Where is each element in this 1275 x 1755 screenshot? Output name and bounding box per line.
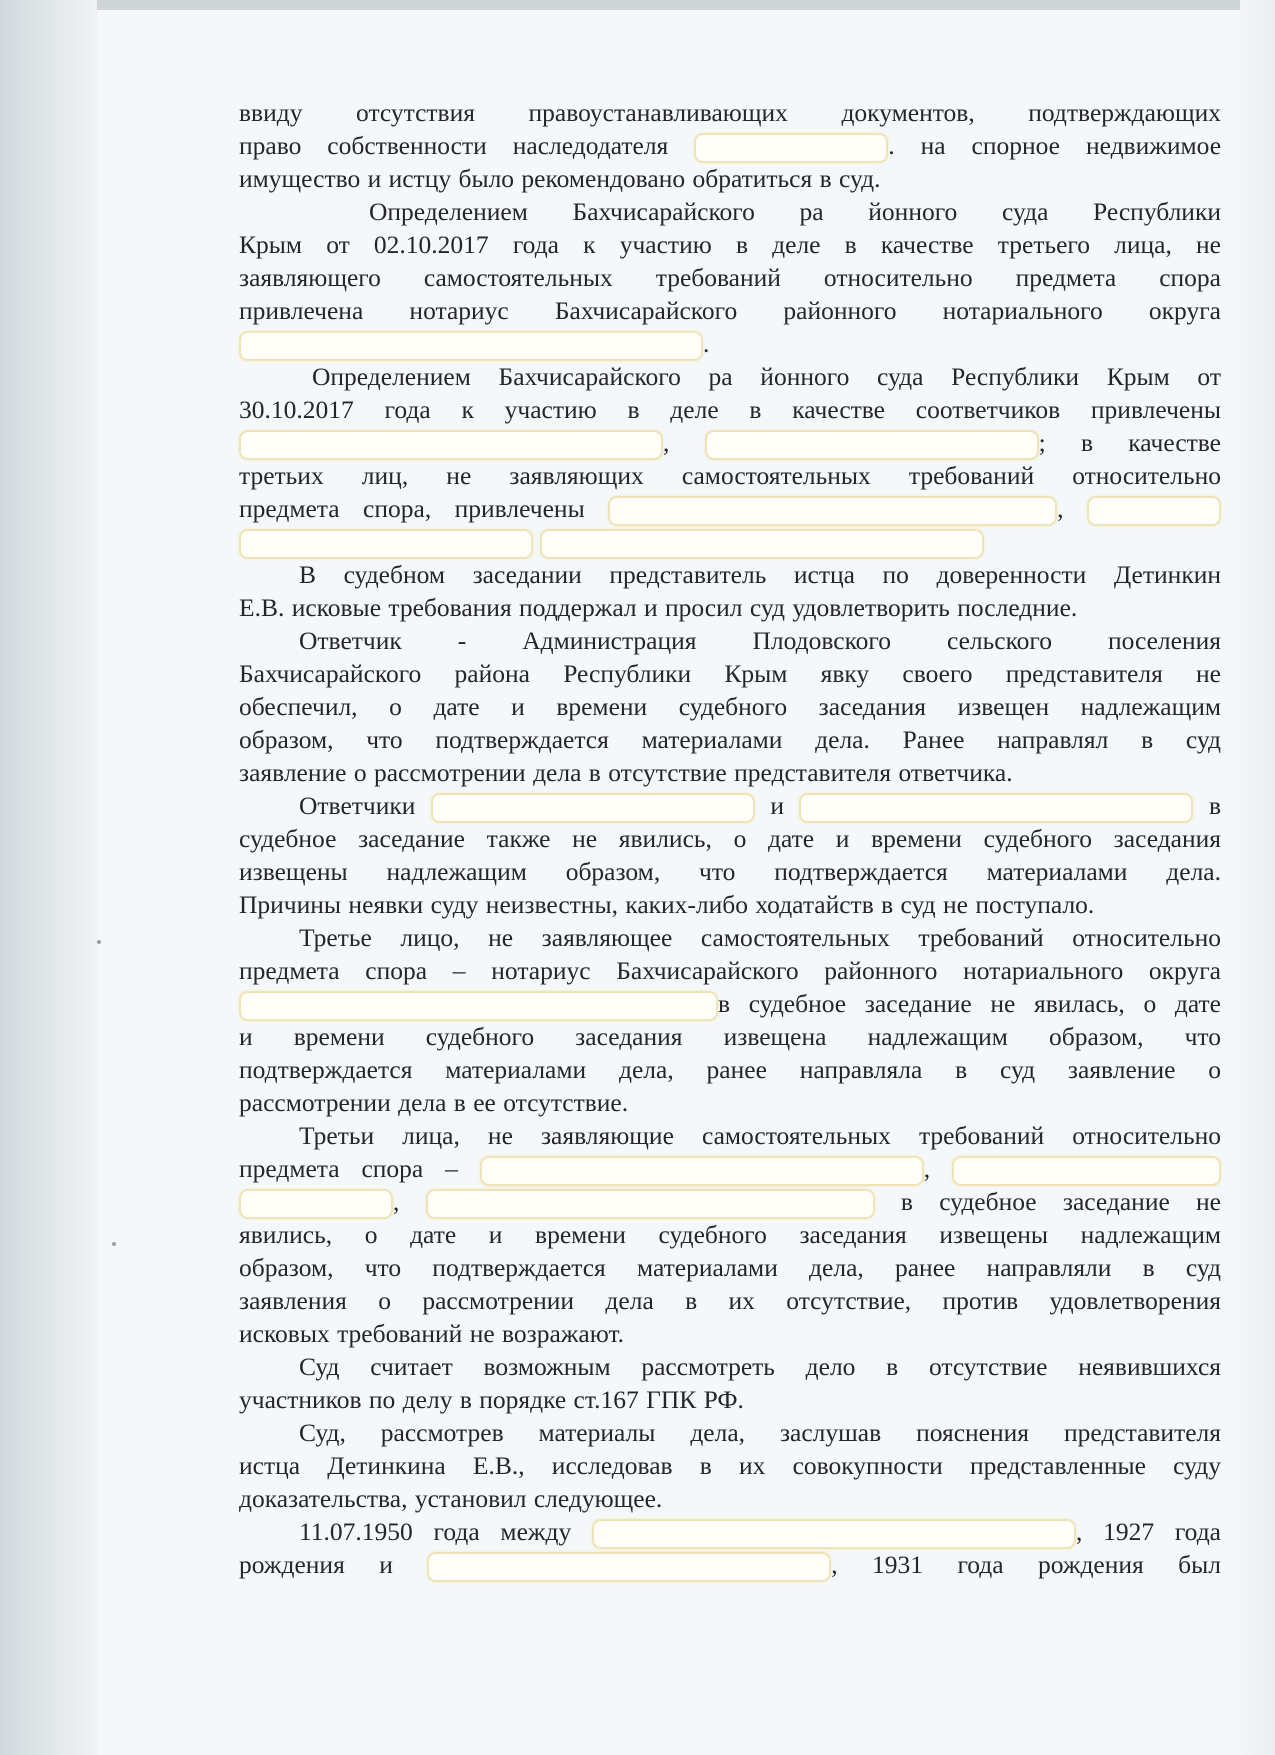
redaction-box: [239, 430, 663, 460]
redaction-box: [480, 1156, 924, 1186]
text-line: 30.10.2017 года к участию в деле в качестве соответчиков привлечены: [239, 395, 1221, 424]
text-line: заявление о рассмотрении дела в отсутствие представителя ответчика.: [239, 758, 1013, 787]
text-line: Суд считает возможным рассмотреть дело в отсутствие неявившихся: [299, 1352, 1221, 1381]
redaction-box: [426, 1189, 875, 1219]
text-line: рождения и , 1931 года рождения был: [239, 1548, 1221, 1581]
redaction-box: [239, 529, 533, 559]
text-line: .: [239, 327, 1221, 360]
text-line: доказательства, установил следующее.: [239, 1484, 663, 1513]
redaction-box: [239, 991, 718, 1021]
text-line: Причины неявки суду неизвестны, каких-либо ходатайств в суд не поступало.: [239, 890, 1095, 919]
text-line: Определением Бахчисарайского ра йонного суда Республики Крым от: [312, 362, 1221, 391]
text-line: подтверждается материалами дела, ранее направляла в суд заявление о: [239, 1055, 1221, 1084]
text-line: привлечена нотариус Бахчисарайского районного нотариального округа: [239, 296, 1221, 325]
text-line: и времени судебного заседания извещена надлежащим образом, что: [239, 1022, 1221, 1051]
document-body: [239, 96, 1221, 1581]
scan-speck: [97, 940, 101, 944]
text-line: Бахчисарайского района Республики Крым явку своего представителя не: [239, 659, 1221, 688]
text-line: заявляющего самостоятельных требований относительно предмета спора: [239, 263, 1221, 292]
text-line: обеспечил, о дате и времени судебного заседания извещен надлежащим: [239, 692, 1221, 721]
text-line: в судебное заседание не явилась, о дате: [239, 987, 1221, 1020]
redaction-box: [705, 430, 1039, 460]
scan-speck: [112, 1242, 116, 1246]
redaction-box: [1087, 496, 1221, 526]
text-line: Крым от 02.10.2017 года к участию в деле в качестве третьего лица, не: [239, 230, 1221, 259]
text-line: предмета спора – нотариус Бахчисарайского районного нотариального округа: [239, 956, 1221, 985]
redaction-box: [239, 331, 703, 361]
text-line: извещены надлежащим образом, что подтверждается материалами дела.: [239, 857, 1221, 886]
text-line: рассмотрении дела в ее отсутствие.: [239, 1088, 629, 1117]
redaction-box: [592, 1519, 1076, 1549]
scan-right-margin: [1240, 0, 1275, 1755]
text-line: Ответчик - Администрация Плодовского сельского поселения: [299, 626, 1221, 655]
text-line: имущество и истцу было рекомендовано обратиться в суд.: [239, 164, 881, 193]
text-line: , ; в качестве: [239, 426, 1221, 459]
text-line: право собственности наследодателя . на спорное недвижимое: [239, 129, 1221, 162]
text-line: Е.В. исковые требования поддержал и просил суд удовлетворить последние.: [239, 593, 1078, 622]
text-line: судебное заседание также не явились, о дате и времени судебного заседания: [239, 824, 1221, 853]
redaction-box: [608, 496, 1057, 526]
text-line: 11.07.1950 года между , 1927 года: [239, 1515, 1221, 1548]
text-line: [239, 525, 1221, 558]
scan-left-shadow: [0, 0, 97, 1755]
text-line: Третьи лица, не заявляющие самостоятельных требований относительно: [299, 1121, 1221, 1150]
redaction-box: [952, 1156, 1221, 1186]
text-line: истца Детинкина Е.В., исследовав в их совокупности представленные суду: [239, 1451, 1221, 1480]
redaction-box: [431, 793, 755, 823]
text-line: ввиду отсутствия правоустанавливающих документов, подтверждающих: [239, 98, 1221, 127]
text-line: участников по делу в порядке ст.167 ГПК РФ.: [239, 1385, 744, 1414]
text-line: третьих лиц, не заявляющих самостоятельных требований относительно: [239, 461, 1221, 490]
text-line: явились, о дате и времени судебного заседания извещены надлежащим: [239, 1220, 1221, 1249]
redaction-box: [799, 793, 1193, 823]
text-line: Определением Бахчисарайского ра йонного суда Республики: [369, 197, 1221, 226]
text-line: заявления о рассмотрении дела в их отсутствие, против удовлетворения: [239, 1286, 1221, 1315]
redaction-box: [694, 133, 888, 163]
redaction-box: [239, 1189, 393, 1219]
text-line: образом, что подтверждается материалами дела. Ранее направлял в суд: [239, 725, 1221, 754]
text-line: предмета спора – ,: [239, 1152, 1221, 1185]
redaction-box: [540, 529, 984, 559]
text-line: образом, что подтверждается материалами дела, ранее направляли в суд: [239, 1253, 1221, 1282]
text-line: предмета спора, привлечены ,: [239, 492, 1221, 525]
text-line: Ответчики и в: [239, 789, 1221, 822]
text-line: исковых требований не возражают.: [239, 1319, 625, 1348]
text-line: Третье лицо, не заявляющее самостоятельных требований относительно: [299, 923, 1221, 952]
text-line: В судебном заседании представитель истца по доверенности Детинкин: [299, 560, 1221, 589]
text-line: Суд, рассмотрев материалы дела, заслушав пояснения представителя: [299, 1418, 1221, 1447]
text-line: , в судебное заседание не: [239, 1185, 1221, 1218]
redaction-box: [427, 1552, 831, 1582]
